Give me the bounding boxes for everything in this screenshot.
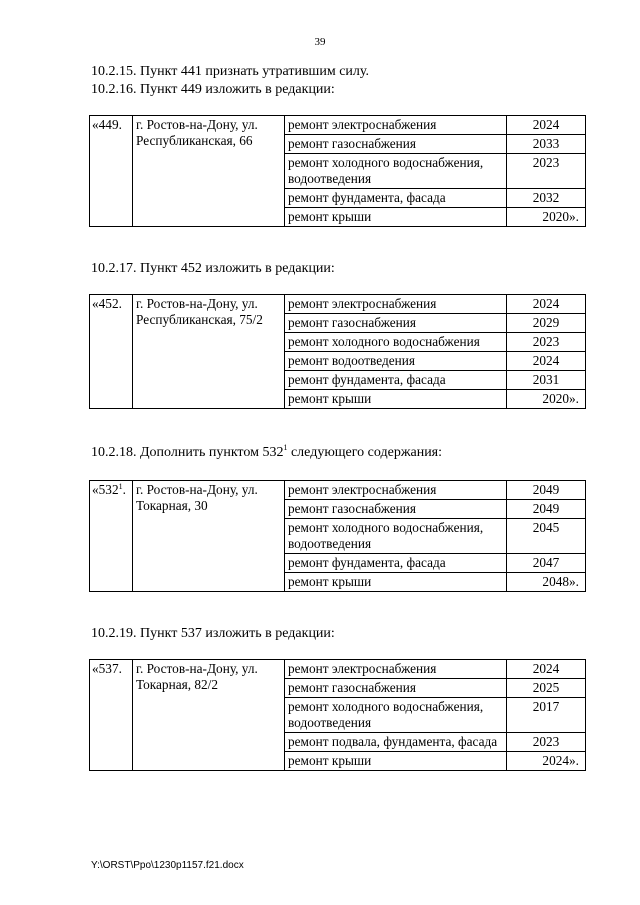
work-type: ремонт фундамента, фасада bbox=[285, 554, 507, 573]
work-type: ремонт холодного водоснабжения, водоотведения bbox=[285, 519, 507, 554]
year-cell: 2025 bbox=[507, 679, 586, 698]
table-item-449 bbox=[89, 115, 586, 227]
year-cell: 2033 bbox=[507, 135, 586, 154]
year-cell: 2031 bbox=[507, 371, 586, 390]
work-type: ремонт холодного водоснабжения, водоотведения bbox=[285, 154, 507, 189]
work-type: ремонт фундамента, фасада bbox=[285, 371, 507, 390]
work-type: ремонт электроснабжения bbox=[285, 116, 507, 135]
work-type: ремонт газоснабжения bbox=[285, 314, 507, 333]
work-type: ремонт подвала, фундамента, фасада bbox=[285, 733, 507, 752]
year-cell: 2048». bbox=[507, 573, 586, 592]
table-item-452 bbox=[89, 294, 586, 409]
address-cell: г. Ростов-на-Дону, ул. Республиканская, 66 bbox=[133, 116, 285, 227]
paragraph-10-2-17: 10.2.17. Пункт 452 изложить в редакции: bbox=[91, 261, 335, 276]
item-number: «$532^1$. bbox=[90, 481, 133, 592]
year-cell: 2029 bbox=[507, 314, 586, 333]
year-cell: 2049 bbox=[507, 481, 586, 500]
table-item-532-1 bbox=[89, 480, 586, 592]
item-number: «537. bbox=[90, 660, 133, 771]
year-cell: 2024 bbox=[507, 295, 586, 314]
paragraph-10-2-15: 10.2.15. Пункт 441 признать утратившим силу. bbox=[91, 64, 369, 79]
work-type: ремонт газоснабжения bbox=[285, 500, 507, 519]
table-item-537 bbox=[89, 659, 586, 771]
address-cell: г. Ростов-на-Дону, ул. Республиканская, 75/2 bbox=[133, 295, 285, 409]
paragraph-10-2-18: 10.2.18. Дополнить пунктом $532^1$ следующего содержания: bbox=[91, 443, 443, 460]
year-cell: 2020». bbox=[507, 208, 586, 227]
work-type: ремонт электроснабжения bbox=[285, 660, 507, 679]
address-cell: г. Ростов-на-Дону, ул. Токарная, 30 bbox=[133, 481, 285, 592]
item-number: «452. bbox=[90, 295, 133, 409]
year-cell: 2047 bbox=[507, 554, 586, 573]
work-type: ремонт крыши bbox=[285, 573, 507, 592]
table-row bbox=[90, 481, 586, 500]
item-number: «449. bbox=[90, 116, 133, 227]
page-number: 39 bbox=[314, 36, 326, 48]
work-type: ремонт крыши bbox=[285, 752, 507, 771]
paragraph-10-2-19: 10.2.19. Пункт 537 изложить в редакции: bbox=[91, 626, 335, 641]
table-row bbox=[90, 660, 586, 679]
table-row bbox=[90, 295, 586, 314]
year-cell: 2020». bbox=[507, 390, 586, 409]
work-type: ремонт холодного водоснабжения bbox=[285, 333, 507, 352]
work-type: ремонт газоснабжения bbox=[285, 679, 507, 698]
work-type: ремонт крыши bbox=[285, 208, 507, 227]
year-cell: 2049 bbox=[507, 500, 586, 519]
work-type: ремонт электроснабжения bbox=[285, 295, 507, 314]
year-cell: 2032 bbox=[507, 189, 586, 208]
year-cell: 2023 bbox=[507, 154, 586, 189]
year-cell: 2024 bbox=[507, 660, 586, 679]
work-type: ремонт холодного водоснабжения, водоотведения bbox=[285, 698, 507, 733]
work-type: ремонт электроснабжения bbox=[285, 481, 507, 500]
superscript: 1 bbox=[283, 443, 288, 452]
year-cell: 2017 bbox=[507, 698, 586, 733]
work-type: ремонт водоотведения bbox=[285, 352, 507, 371]
year-cell: 2024». bbox=[507, 752, 586, 771]
work-type: ремонт фундамента, фасада bbox=[285, 189, 507, 208]
work-type: ремонт крыши bbox=[285, 390, 507, 409]
address-cell: г. Ростов-на-Дону, ул. Токарная, 82/2 bbox=[133, 660, 285, 771]
year-cell: 2023 bbox=[507, 333, 586, 352]
file-path-footer: Y:\ORST\Ppo\1230p1157.f21.docx bbox=[91, 860, 244, 871]
table-row bbox=[90, 116, 586, 135]
year-cell: 2024 bbox=[507, 352, 586, 371]
year-cell: 2023 bbox=[507, 733, 586, 752]
work-type: ремонт газоснабжения bbox=[285, 135, 507, 154]
year-cell: 2045 bbox=[507, 519, 586, 554]
year-cell: 2024 bbox=[507, 116, 586, 135]
paragraph-10-2-16: 10.2.16. Пункт 449 изложить в редакции: bbox=[91, 82, 335, 97]
